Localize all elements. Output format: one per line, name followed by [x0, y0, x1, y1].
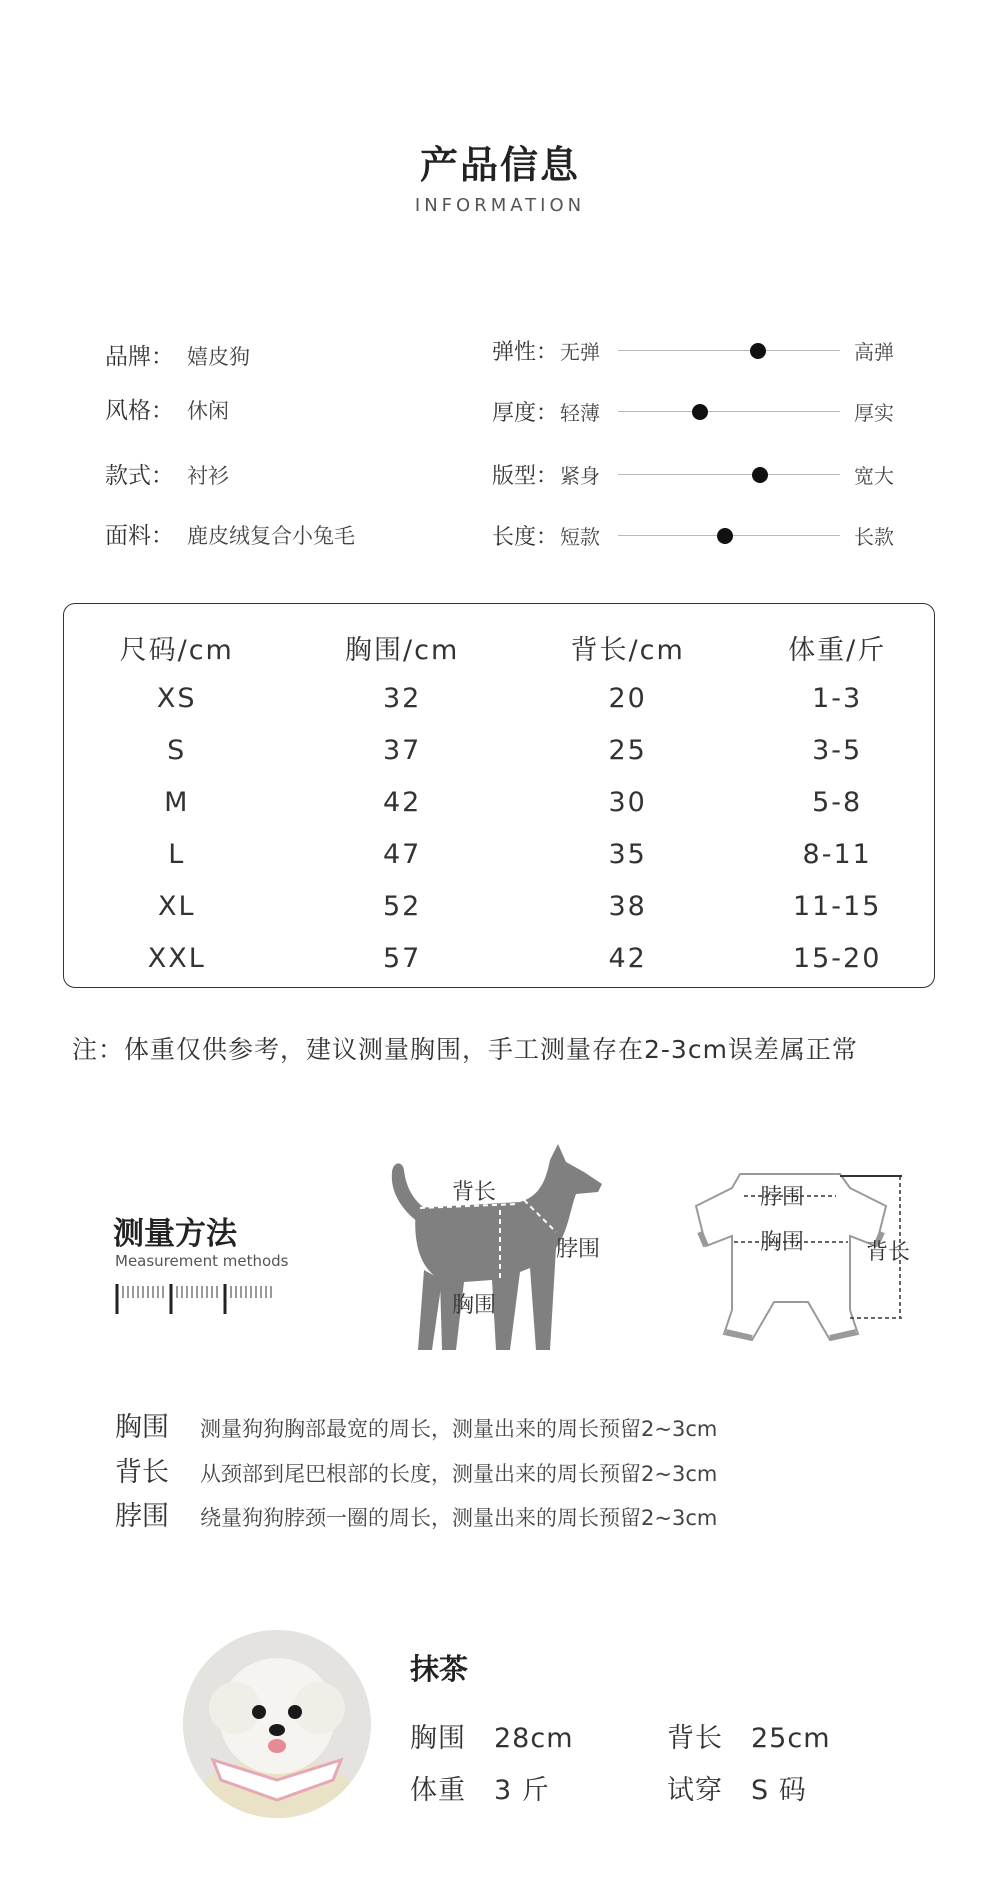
definition-back — [115, 1450, 717, 1489]
table-cell: XS — [156, 682, 197, 714]
table-cell: XXL — [147, 942, 206, 974]
measurement-title: 测量方法 — [113, 1216, 237, 1252]
table-row — [64, 672, 934, 724]
garment-neck-label: 脖围 — [760, 1185, 805, 1210]
table-cell: 38 — [608, 890, 647, 922]
model-label: 胸围 — [410, 1723, 466, 1754]
slider-label: 长度： — [492, 525, 559, 550]
table-cell: 1-3 — [812, 682, 863, 714]
info-type — [105, 457, 229, 490]
table-cell: 11-15 — [792, 890, 882, 922]
slider-length — [492, 520, 912, 550]
definition-text: 绕量狗狗脖颈一圈的周长，测量出来的周长预留2~3cm — [200, 1506, 718, 1530]
dog-neck-label: 脖围 — [556, 1237, 601, 1262]
slider-track — [618, 350, 840, 351]
table-cell: 8-11 — [802, 838, 872, 870]
slider-elasticity — [492, 335, 912, 365]
info-value: 衬衫 — [187, 464, 229, 488]
slider-track — [618, 411, 840, 412]
model-trial-size — [667, 1768, 807, 1807]
model-weight — [410, 1768, 550, 1807]
model-label: 体重 — [410, 1775, 466, 1806]
info-style — [105, 392, 229, 425]
info-value: 嬉皮狗 — [187, 345, 250, 369]
slider-label: 版型： — [492, 464, 559, 489]
table-cell: 30 — [608, 786, 647, 818]
table-row — [64, 828, 934, 880]
model-avatar — [183, 1630, 371, 1818]
info-value: 鹿皮绒复合小兔毛 — [187, 524, 355, 548]
garment-chest-label: 胸围 — [760, 1230, 805, 1255]
model-back — [667, 1716, 831, 1755]
model-value: 28cm — [494, 1723, 574, 1754]
page-subtitle: INFORMATION — [414, 195, 586, 216]
table-cell: 57 — [383, 942, 422, 974]
table-cell: 42 — [383, 786, 422, 818]
slider-label: 弹性： — [492, 340, 559, 365]
slider-label: 厚度： — [492, 401, 559, 426]
table-cell: M — [164, 786, 190, 818]
definition-neck — [115, 1494, 717, 1533]
size-chart — [63, 603, 935, 988]
slider-dot — [717, 528, 733, 544]
info-brand — [105, 338, 250, 371]
slider-min: 轻薄 — [560, 401, 600, 425]
measurement-subtitle: Measurement methods — [115, 1252, 289, 1270]
ruler-icon — [115, 1280, 277, 1316]
dog-chest-label: 胸围 — [452, 1293, 497, 1318]
table-header: 尺码/cm — [119, 634, 234, 666]
page-title: 产品信息 — [419, 143, 580, 187]
dog-back-label: 背长 — [452, 1180, 497, 1205]
table-row — [64, 776, 934, 828]
definition-text: 从颈部到尾巴根部的长度，测量出来的周长预留2~3cm — [200, 1462, 718, 1486]
model-value: 3 斤 — [494, 1775, 550, 1806]
dog-photo-icon — [183, 1630, 371, 1818]
model-label: 试穿 — [667, 1775, 723, 1806]
table-row — [64, 880, 934, 932]
info-label: 风格： — [105, 398, 174, 424]
table-cell: L — [168, 838, 186, 870]
table-cell: XL — [157, 890, 196, 922]
table-cell: 15-20 — [792, 942, 882, 974]
model-value: S 码 — [751, 1775, 807, 1806]
slider-thickness — [492, 396, 912, 426]
info-value: 休闲 — [187, 399, 229, 423]
slider-max: 高弹 — [854, 340, 894, 364]
table-cell: 20 — [608, 682, 647, 714]
slider-max: 宽大 — [854, 464, 894, 488]
slider-min: 紧身 — [560, 464, 600, 488]
slider-dot — [752, 467, 768, 483]
size-note: 注：体重仅供参考，建议测量胸围，手工测量存在2-3cm误差属正常 — [72, 1035, 858, 1064]
definition-label: 脖围 — [115, 1501, 169, 1532]
slider-fit — [492, 459, 912, 489]
table-row — [64, 932, 934, 984]
definition-label: 背长 — [115, 1457, 169, 1488]
info-label: 品牌： — [105, 344, 174, 370]
slider-dot — [692, 404, 708, 420]
table-cell: 25 — [608, 734, 647, 766]
table-cell: 5-8 — [812, 786, 863, 818]
definition-chest — [115, 1405, 717, 1444]
size-table — [64, 622, 934, 984]
table-header: 体重/斤 — [788, 634, 887, 666]
model-value: 25cm — [751, 1723, 831, 1754]
table-cell: 37 — [383, 734, 422, 766]
table-header-row — [64, 622, 934, 672]
model-name: 抹茶 — [410, 1652, 469, 1686]
table-cell: 3-5 — [812, 734, 863, 766]
info-label: 面料： — [105, 523, 174, 549]
table-header: 背长/cm — [570, 634, 685, 666]
info-fabric — [105, 517, 355, 550]
slider-max: 长款 — [854, 525, 894, 549]
table-row — [64, 724, 934, 776]
definition-text: 测量狗狗胸部最宽的周长，测量出来的周长预留2~3cm — [200, 1417, 718, 1441]
slider-max: 厚实 — [854, 401, 894, 425]
table-cell: 42 — [608, 942, 647, 974]
table-cell: 35 — [608, 838, 647, 870]
model-label: 背长 — [667, 1723, 723, 1754]
slider-track — [618, 474, 840, 475]
table-cell: S — [167, 734, 187, 766]
table-header: 胸围/cm — [345, 634, 460, 666]
table-cell: 32 — [383, 682, 422, 714]
slider-dot — [750, 343, 766, 359]
info-label: 款式： — [105, 463, 174, 489]
slider-min: 无弹 — [560, 340, 600, 364]
table-cell: 47 — [383, 838, 422, 870]
model-chest — [410, 1716, 574, 1755]
definition-label: 胸围 — [115, 1412, 169, 1443]
slider-min: 短款 — [560, 525, 600, 549]
table-cell: 52 — [383, 890, 422, 922]
garment-back-label: 背长 — [866, 1240, 911, 1265]
